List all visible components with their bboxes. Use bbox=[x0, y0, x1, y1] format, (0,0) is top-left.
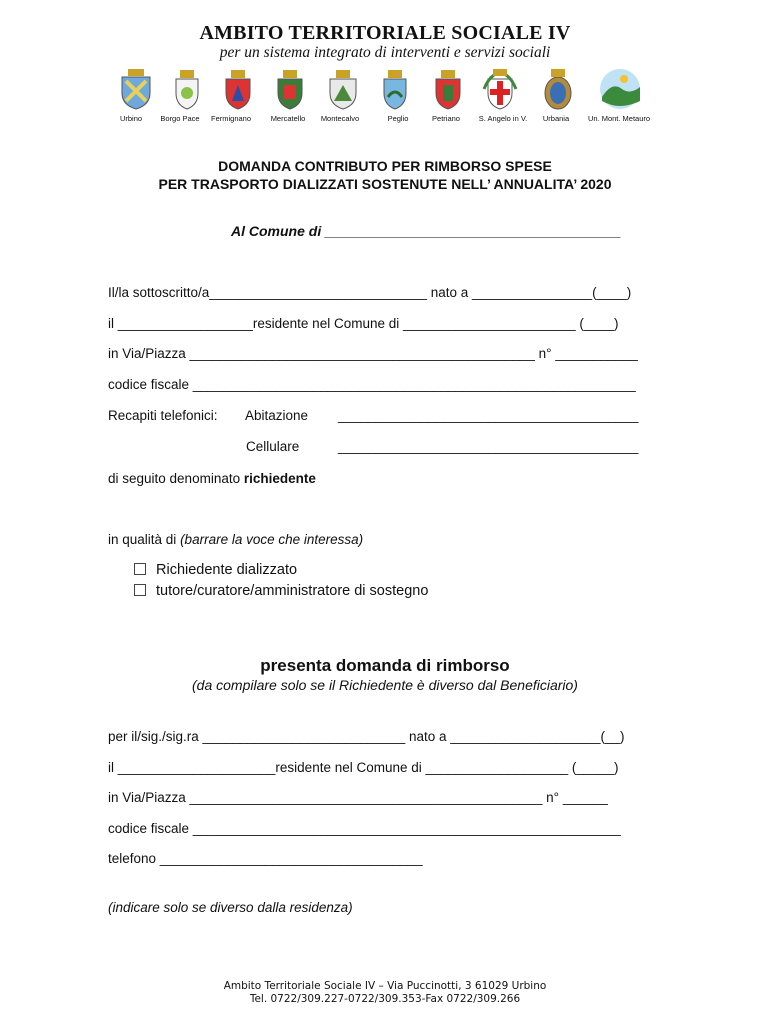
checkbox-dialysis-patient[interactable] bbox=[134, 563, 146, 575]
mobile-phone-field[interactable]: ________________________________________ bbox=[338, 439, 639, 454]
option-guardian[interactable] bbox=[134, 583, 428, 599]
applicant-tax-code-field[interactable]: codice fiscale ___________________________________________________________ bbox=[108, 377, 636, 392]
municipality-label-sant-angelo: S. Angelo in V. bbox=[478, 114, 528, 123]
applicant-name-field[interactable]: Il/la sottoscritto/a_____________________________ nato a ________________(____) bbox=[108, 285, 632, 300]
capacity-label: in qualità di bbox=[108, 532, 181, 547]
document-title-line1: DOMANDA CONTRIBUTO PER RIMBORSO SPESE bbox=[218, 158, 552, 174]
designation-text: di seguito denominato bbox=[108, 471, 244, 486]
organization-title: AMBITO TERRITORIALE SOCIALE IV bbox=[199, 22, 571, 44]
capacity-question bbox=[108, 532, 363, 547]
urbino-crest-icon bbox=[118, 67, 154, 111]
municipality-label-fermignano: Fermignano bbox=[210, 114, 252, 123]
addressee-field[interactable]: Al Comune di ______________________________________ bbox=[231, 223, 621, 239]
municipality-label-montecalvo: Montecalvo bbox=[320, 114, 360, 123]
unione-montana-logo-icon bbox=[598, 67, 642, 111]
sant-angelo-crest-icon bbox=[482, 67, 518, 111]
beneficiary-address-field[interactable]: in Via/Piazza _______________________________________________ n° ______ bbox=[108, 790, 608, 805]
section-heading: presenta domanda di rimborso bbox=[260, 656, 510, 675]
phone-contacts-label: Recapiti telefonici: bbox=[108, 408, 218, 423]
beneficiary-tax-code-field[interactable]: codice fiscale _________________________________________________________ bbox=[108, 821, 621, 836]
residence-note: (indicare solo se diverso dalla residenza) bbox=[108, 900, 353, 915]
option-dialysis-patient-label: Richiedente dializzato bbox=[156, 562, 298, 578]
beneficiary-name-field[interactable]: per il/sig./sig.ra ___________________________ nato a ____________________(__) bbox=[108, 729, 625, 744]
urbania-crest-icon bbox=[540, 67, 576, 111]
montecalvo-crest-icon bbox=[326, 67, 360, 111]
municipality-label-peglio: Peglio bbox=[387, 114, 409, 123]
applicant-birth-residence-field[interactable]: il __________________residente nel Comune di _______________________ (____) bbox=[108, 316, 619, 331]
petriano-crest-icon bbox=[432, 67, 464, 111]
municipality-label-petriano: Petriano bbox=[432, 114, 460, 123]
option-guardian-label: tutore/curatore/amministratore di sostegno bbox=[156, 583, 429, 599]
fermignano-crest-icon bbox=[222, 67, 254, 111]
beneficiary-phone-field[interactable]: telefono ___________________________________ bbox=[108, 851, 423, 866]
municipality-label-urbino: Urbino bbox=[119, 114, 143, 123]
applicant-address-field[interactable]: in Via/Piazza ______________________________________________ n° ___________ bbox=[108, 346, 638, 361]
borgo-pace-crest-icon bbox=[172, 67, 202, 111]
home-phone-field[interactable]: ________________________________________ bbox=[338, 408, 639, 423]
document-title-line2: PER TRASPORTO DIALIZZATI SOSTENUTE NELL’ ANNUALITA’ 2020 bbox=[158, 176, 612, 192]
beneficiary-birth-residence-field[interactable]: il _____________________residente nel Comune di ___________________ (_____) bbox=[108, 760, 619, 775]
capacity-hint: (barrare la voce che interessa) bbox=[180, 532, 364, 547]
mobile-phone-label: Cellulare bbox=[246, 439, 300, 454]
option-dialysis-patient[interactable] bbox=[134, 562, 297, 578]
section-subheading: (da compilare solo se il Richiedente è diverso dal Beneficiario) bbox=[192, 677, 578, 693]
footer-address: Ambito Territoriale Sociale IV – Via Puccinotti, 3 61029 Urbino bbox=[223, 980, 547, 992]
applicant-designation bbox=[108, 471, 316, 486]
municipality-label-urbania: Urbania bbox=[542, 114, 570, 123]
organization-subtitle: per un sistema integrato di interventi e servizi sociali bbox=[219, 44, 551, 61]
home-phone-label: Abitazione bbox=[245, 408, 309, 423]
checkbox-guardian[interactable] bbox=[134, 584, 146, 596]
peglio-crest-icon bbox=[380, 67, 410, 111]
footer-contacts: Tel. 0722/309.227-0722/309.353-Fax 0722/309.266 bbox=[249, 993, 521, 1005]
municipality-label-mercatello: Mercatello bbox=[270, 114, 306, 123]
mercatello-crest-icon bbox=[274, 67, 306, 111]
designation-term: richiedente bbox=[243, 471, 316, 486]
municipality-label-unione-montana: Un. Mont. Metauro bbox=[587, 114, 651, 123]
municipality-label-borgo-pace: Borgo Pace bbox=[160, 114, 200, 123]
